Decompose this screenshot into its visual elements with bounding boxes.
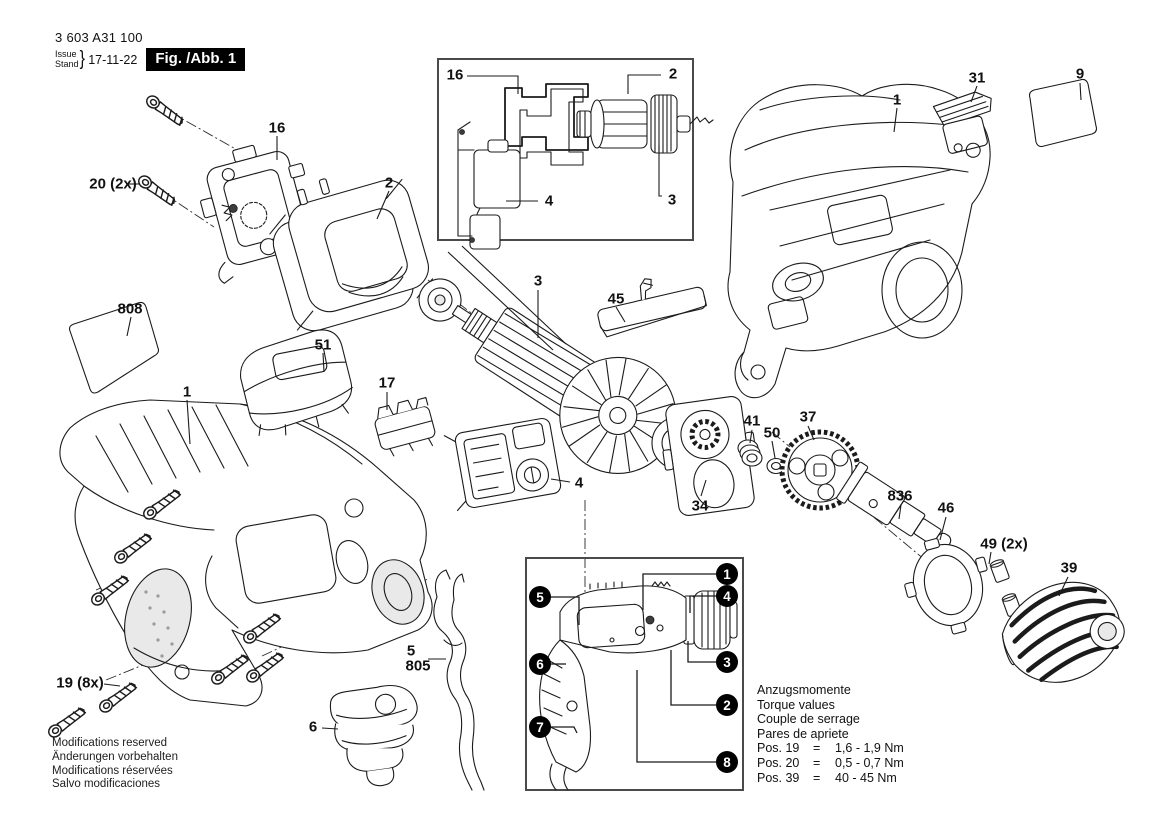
issue-date: 17-11-22 [88, 52, 138, 67]
chuck-39 [988, 565, 1135, 701]
torque-title-line: Torque values [757, 697, 835, 712]
modifications-line: Salvo modificaciones [52, 778, 161, 791]
wiring-inset [438, 59, 713, 249]
torque-row: Pos. 19 = 1,6 - 1,9 Nm [757, 741, 904, 756]
callout-badge-3: 3 [716, 651, 738, 673]
screws-20 [136, 94, 185, 208]
pins-49 [989, 558, 1021, 617]
header [55, 30, 245, 71]
part-label-17: 17 [378, 374, 396, 392]
part-label-16: 16 [268, 119, 286, 137]
cord-grip-6 [328, 682, 427, 791]
modifications-line: Änderungen vorbehalten [52, 750, 178, 763]
modifications-line: Modifications réservées [52, 764, 173, 777]
callout-badge-5: 5 [529, 586, 551, 608]
cable-805 [434, 570, 484, 790]
part-label-45: 45 [607, 290, 625, 308]
document-number: 3 603 A31 100 [55, 30, 143, 45]
part-label-39: 39 [1060, 559, 1078, 577]
part-label-41: 41 [743, 412, 761, 430]
part-label-2-inset: 2 [668, 65, 678, 83]
part-label-51: 51 [314, 336, 332, 354]
switch-4 [444, 417, 562, 510]
callout-badge-4: 4 [716, 585, 738, 607]
sticker-808 [70, 300, 159, 394]
modifications-line: Modifications reserved [52, 737, 168, 749]
callout-badge-2: 2 [716, 694, 738, 716]
part-label-50: 50 [763, 424, 781, 442]
drill-overview-inset [526, 558, 743, 790]
torque-title-line: Anzugsmomente [757, 683, 851, 697]
torque-title-line: Pares de apriete [757, 726, 849, 741]
part-label-49: 49 (2x) [980, 535, 1028, 553]
torque-title-line: Couple de serrage [757, 712, 860, 727]
part-label-805: 805 [405, 657, 431, 675]
part-label-5: 5 [406, 642, 416, 660]
part-label-1-left: 1 [182, 383, 192, 401]
part-label-836: 836 [887, 487, 913, 505]
sticker-9 [1030, 80, 1097, 147]
part-label-808: 808 [117, 300, 143, 318]
part-label-3: 3 [533, 272, 543, 290]
callout-badge-1: 1 [716, 563, 738, 585]
part-label-37: 37 [799, 408, 817, 426]
part-label-46: 46 [937, 499, 955, 517]
callout-badge-8: 8 [716, 751, 738, 773]
connector-17 [371, 396, 438, 459]
torque-table [757, 683, 904, 785]
torque-row: Pos. 39 = 40 - 45 Nm [757, 770, 897, 785]
part-label-19: 19 (8x) [56, 674, 104, 692]
brace-glyph: } [79, 48, 85, 70]
callout-badge-6: 6 [529, 653, 551, 675]
figure-label: Fig. /Abb. 1 [146, 48, 245, 71]
part-label-31: 31 [968, 69, 986, 87]
part-label-6: 6 [308, 718, 318, 736]
part-label-4-inset: 4 [544, 192, 554, 210]
part-label-2: 2 [384, 174, 394, 192]
issue-stand-labels: Issue Stand [55, 49, 79, 69]
part-label-34: 34 [691, 497, 709, 515]
part-label-1-right: 1 [892, 91, 902, 109]
torque-row: Pos. 20 = 0,5 - 0,7 Nm [757, 755, 904, 770]
part-label-16-inset: 16 [446, 66, 464, 84]
modifications-notice [52, 737, 178, 792]
callout-badge-7: 7 [529, 716, 551, 738]
part-label-20: 20 (2x) [89, 175, 137, 193]
part-label-4: 4 [574, 474, 584, 492]
part-label-3-inset: 3 [667, 191, 677, 209]
part-label-9: 9 [1075, 65, 1085, 83]
